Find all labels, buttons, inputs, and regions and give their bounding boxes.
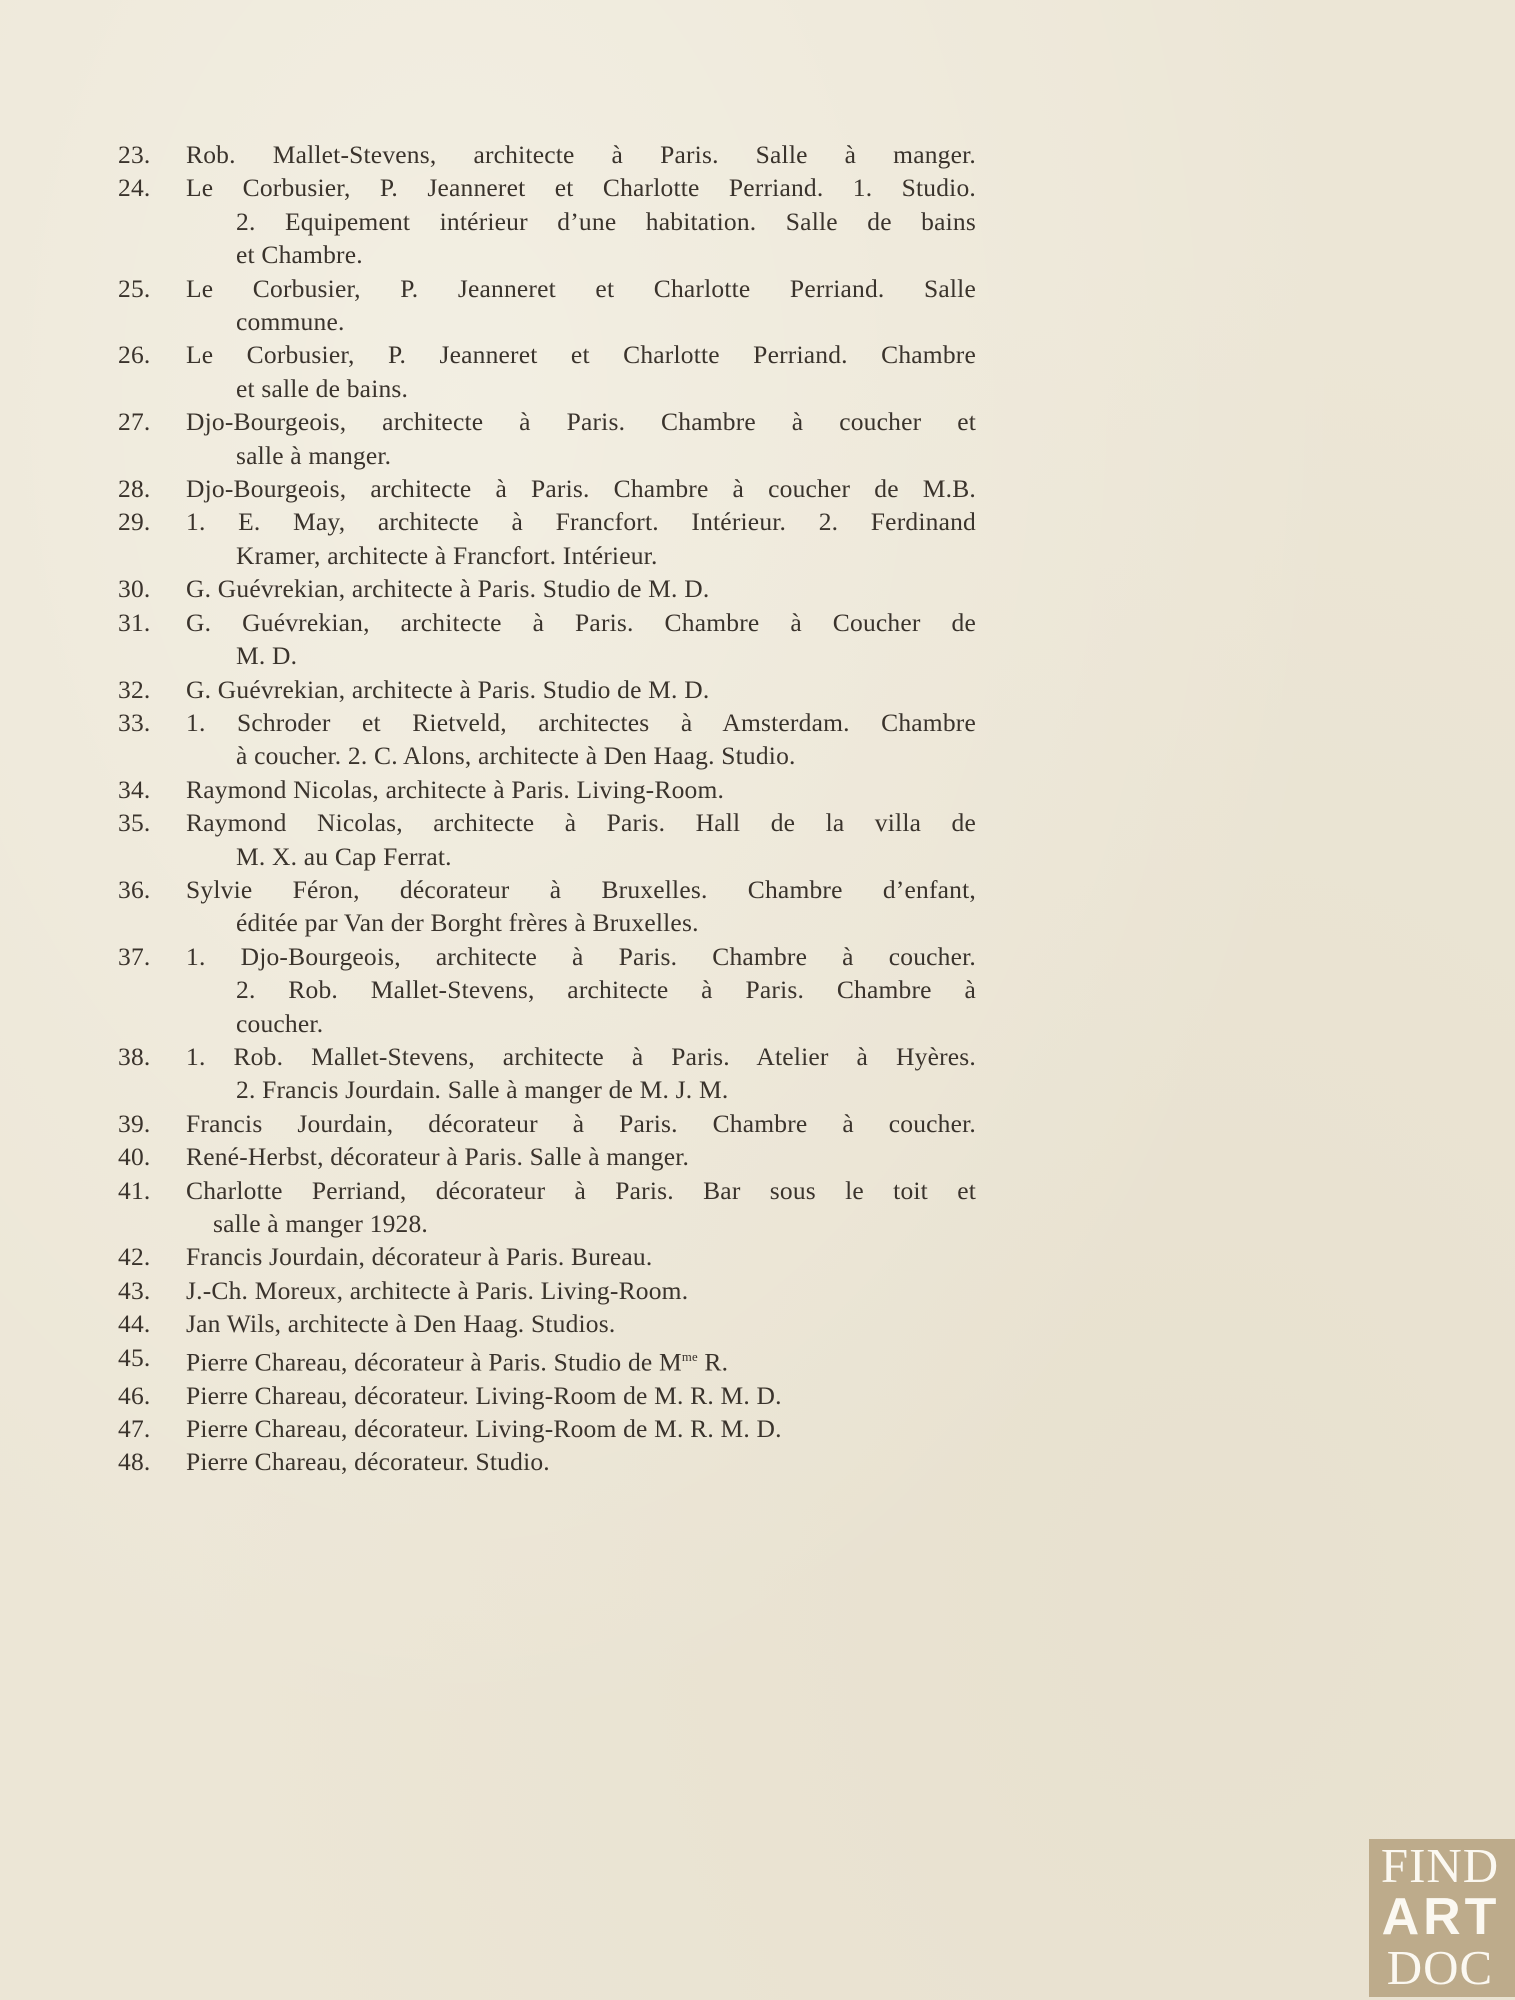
entry-text-continuation: 2. Rob. Mallet-Stevens, architecte à Paris. Chambre à — [236, 975, 976, 1005]
entry-text: G. Guévrekian, architecte à Paris. Studio de M. D. — [186, 674, 710, 704]
entry-text: Le Corbusier, P. Jeanneret et Charlotte Perriand. Chambre — [186, 340, 976, 370]
plate-list — [118, 138, 976, 1479]
entry-text: Djo-Bourgeois, architecte à Paris. Chambre à coucher et — [186, 407, 976, 437]
entry-number: 31. — [118, 607, 151, 637]
list-entry — [118, 472, 976, 505]
entry-text-continuation: éditée par Van der Borght frères à Bruxelles. — [236, 908, 699, 938]
entry-text-continuation: salle à manger. — [236, 440, 392, 470]
list-entry — [118, 338, 976, 405]
entry-number: 41. — [118, 1175, 151, 1205]
entry-text-continuation: M. D. — [236, 641, 298, 671]
entry-text: 1. Rob. Mallet-Stevens, architecte à Paris. Atelier à Hyères. — [186, 1041, 976, 1071]
entry-text-continuation: à coucher. 2. C. Alons, architecte à Den Haag. Studio. — [236, 741, 796, 771]
entry-text: Pierre Chareau, décorateur à Paris. Studio de $M^{me}$ R. — [186, 1347, 729, 1377]
list-entry — [118, 873, 976, 940]
list-entry — [118, 606, 976, 673]
entry-text: Pierre Chareau, décorateur. Living-Room de M. R. M. D. — [186, 1380, 782, 1410]
entry-text-continuation: coucher. — [236, 1008, 324, 1038]
entry-text: J.-Ch. Moreux, architecte à Paris. Living-Room. — [186, 1275, 689, 1305]
list-entry — [118, 673, 976, 706]
logo-line-doc: DOC — [1386, 1940, 1494, 1995]
entry-number: 42. — [118, 1242, 151, 1272]
entry-text: Francis Jourdain, décorateur à Paris. Chambre à coucher. — [186, 1108, 976, 1138]
entry-number: 28. — [118, 474, 151, 504]
list-entry — [118, 405, 976, 472]
entry-number: 46. — [118, 1380, 151, 1410]
entry-text: Charlotte Perriand, décorateur à Paris. Bar sous le toit et — [186, 1175, 976, 1205]
superscript: me — [681, 1349, 698, 1364]
entry-text: Jan Wils, architecte à Den Haag. Studios. — [186, 1309, 616, 1339]
list-entry — [118, 1445, 976, 1478]
list-entry — [118, 1307, 976, 1340]
entry-number: 24. — [118, 173, 151, 203]
entry-number: 43. — [118, 1275, 151, 1305]
entry-number: 36. — [118, 874, 151, 904]
entry-number: 27. — [118, 407, 151, 437]
entry-number: 32. — [118, 674, 151, 704]
list-entry — [118, 272, 976, 339]
entry-text: Francis Jourdain, décorateur à Paris. Bureau. — [186, 1242, 653, 1272]
list-entry — [118, 940, 976, 1040]
entry-number: 39. — [118, 1108, 151, 1138]
entry-text: Le Corbusier, P. Jeanneret et Charlotte Perriand. Salle — [186, 273, 976, 303]
entry-text: 1. Schroder et Rietveld, architectes à Amsterdam. Chambre — [186, 707, 976, 737]
entry-text: Pierre Chareau, décorateur. Studio. — [186, 1447, 550, 1477]
list-entry — [118, 1140, 976, 1173]
list-entry — [118, 1274, 976, 1307]
entry-text: G. Guévrekian, architecte à Paris. Studio de M. D. — [186, 574, 710, 604]
entry-text-continuation: et Chambre. — [236, 240, 363, 270]
entry-text: René-Herbst, décorateur à Paris. Salle à manger. — [186, 1142, 690, 1172]
entry-text: Le Corbusier, P. Jeanneret et Charlotte Perriand. 1. Studio. — [186, 173, 976, 203]
list-entry — [118, 1341, 976, 1379]
entry-text-continuation: 2. Francis Jourdain. Salle à manger de M. J. M. — [236, 1075, 729, 1105]
logo-line-art: ART — [1381, 1888, 1501, 1946]
list-entry — [118, 1040, 976, 1107]
entry-text: G. Guévrekian, architecte à Paris. Chambre à Coucher de — [186, 607, 976, 637]
list-entry — [118, 138, 976, 171]
list-entry — [118, 1379, 976, 1412]
list-entry — [118, 773, 976, 806]
entry-number: 38. — [118, 1041, 151, 1071]
list-entry — [118, 171, 976, 271]
entry-text: Sylvie Féron, décorateur à Bruxelles. Chambre d’enfant, — [186, 874, 976, 904]
entry-text: Rob. Mallet-Stevens, architecte à Paris. Salle à manger. — [186, 140, 976, 169]
entry-text: Pierre Chareau, décorateur. Living-Room de M. R. M. D. — [186, 1413, 782, 1443]
entry-number: 47. — [118, 1413, 151, 1443]
list-entry — [118, 806, 976, 873]
entry-number: 30. — [118, 574, 151, 604]
list-entry — [118, 505, 976, 572]
entry-number: 48. — [118, 1447, 151, 1477]
entry-number: 29. — [118, 507, 151, 537]
entry-number: 35. — [118, 808, 151, 838]
list-entry — [118, 1107, 976, 1140]
entry-text-continuation: M. X. au Cap Ferrat. — [236, 841, 452, 871]
findartdoc-logo — [1369, 1839, 1515, 1997]
entry-number: 25. — [118, 273, 151, 303]
logo-line-find: FIND — [1380, 1838, 1500, 1893]
entry-text-continuation: Kramer, architecte à Francfort. Intérieur. — [236, 540, 658, 570]
list-entry — [118, 1174, 976, 1241]
entry-text-continuation: salle à manger 1928. — [213, 1209, 429, 1238]
entry-text: Djo-Bourgeois, architecte à Paris. Chambre à coucher de M.B. — [186, 474, 976, 504]
entry-text-continuation: 2. Equipement intérieur d’une habitation. Salle de bains — [236, 206, 976, 236]
entry-number: 40. — [118, 1142, 151, 1172]
entry-number: 26. — [118, 340, 151, 370]
entry-text: 1. Djo-Bourgeois, architecte à Paris. Chambre à coucher. — [186, 941, 976, 971]
entry-text: Raymond Nicolas, architecte à Paris. Hall de la villa de — [186, 808, 976, 838]
list-entry — [118, 706, 976, 773]
entry-number: 45. — [118, 1342, 151, 1372]
entry-number: 37. — [118, 941, 151, 971]
list-entry — [118, 1412, 976, 1445]
entry-text: 1. E. May, architecte à Francfort. Intérieur. 2. Ferdinand — [186, 507, 976, 537]
entry-text-continuation: et salle de bains. — [236, 373, 409, 403]
entry-number: 44. — [118, 1309, 151, 1339]
entry-number: 34. — [118, 774, 151, 804]
entry-number: 33. — [118, 707, 151, 737]
entry-text-continuation: commune. — [236, 307, 345, 337]
list-entry — [118, 572, 976, 605]
list-entry — [118, 1240, 976, 1273]
entry-text: Raymond Nicolas, architecte à Paris. Living-Room. — [186, 774, 725, 804]
entry-number: 23. — [118, 140, 151, 169]
